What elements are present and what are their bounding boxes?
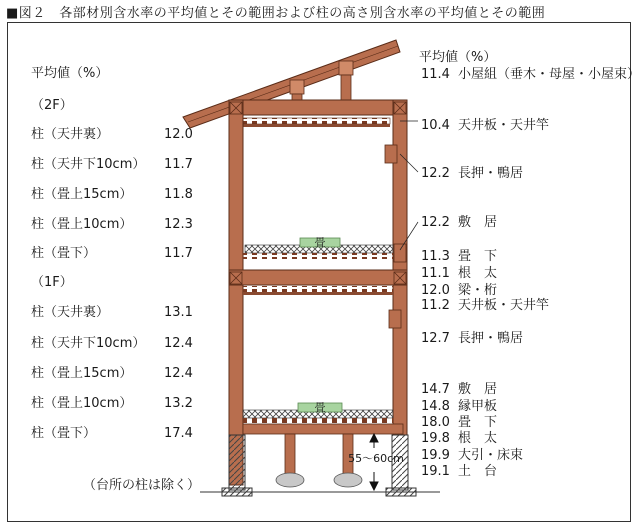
purlin xyxy=(339,61,353,75)
floor2-label-4: 柱（畳下） xyxy=(31,246,97,261)
right-label-6: 梁・桁 xyxy=(458,283,498,298)
right-value-6: 12.0 xyxy=(421,283,450,298)
joists-2f xyxy=(243,253,393,259)
right-label-5: 根 太 xyxy=(458,266,498,281)
sleeper-beam xyxy=(243,424,403,434)
tatami-1f-label: 畳 xyxy=(314,401,326,414)
right-label-7: 天井板・天井竿 xyxy=(458,298,550,313)
right-label-9: 敷 居 xyxy=(458,382,498,397)
left-header: 平均値（%） xyxy=(31,66,109,81)
floor2-value-4: 11.7 xyxy=(164,246,193,261)
purlin xyxy=(290,80,304,94)
right-value-2: 12.2 xyxy=(421,166,450,181)
floor1-label-4: 柱（畳下） xyxy=(31,426,97,441)
floor2-value-3: 12.3 xyxy=(164,217,193,232)
kitchen-note: （台所の柱は除く） xyxy=(83,478,201,493)
right-value-4: 11.3 xyxy=(421,249,450,264)
right-label-4: 畳 下 xyxy=(458,249,498,264)
ceiling-1f xyxy=(243,286,393,292)
floor2-label-3: 柱（畳上10cm） xyxy=(31,217,133,232)
floor2-value-1: 11.7 xyxy=(164,157,193,172)
foundation-stone xyxy=(334,473,362,487)
lintel-1f xyxy=(389,310,401,328)
floor1-label-0: 柱（天井裏） xyxy=(31,305,110,320)
roof-beam xyxy=(229,100,407,115)
right-value-8: 12.7 xyxy=(421,331,450,346)
mid-beam xyxy=(229,270,407,285)
floor1-label-1: 柱（天井下10cm） xyxy=(31,336,146,351)
floor2-value-2: 11.8 xyxy=(164,187,193,202)
floor1-label-2: 柱（畳上15cm） xyxy=(31,366,133,381)
right-label-1: 天井板・天井竿 xyxy=(458,118,550,133)
ceiling-board-2f xyxy=(240,124,390,127)
right-value-11: 18.0 xyxy=(421,415,450,430)
floor2-label: （2F） xyxy=(31,98,73,113)
floor2-label-0: 柱（天井裏） xyxy=(31,127,110,142)
ceiling-2f xyxy=(240,118,390,124)
figure-title: ■図２ 各部材別含水率の平均値とその範囲および柱の高さ別含水率の平均値とその範囲 xyxy=(6,6,546,21)
right-value-5: 11.1 xyxy=(421,266,450,281)
sill-2f xyxy=(394,244,406,262)
floor2-value-0: 12.0 xyxy=(164,127,193,142)
right-label-10: 縁甲板 xyxy=(458,399,498,414)
right-value-13: 19.9 xyxy=(421,448,450,463)
right-value-12: 19.8 xyxy=(421,431,450,446)
right-value-0: 11.4 xyxy=(421,67,450,82)
floor2-label-1: 柱（天井下10cm） xyxy=(31,157,146,172)
right-label-14: 土 台 xyxy=(458,464,498,479)
ceiling-board-1f xyxy=(243,292,393,295)
floor1-value-4: 17.4 xyxy=(164,426,193,441)
floor2-label-2: 柱（畳上15cm） xyxy=(31,187,133,202)
lintel-2f xyxy=(385,145,397,163)
right-value-10: 14.8 xyxy=(421,399,450,414)
joists-1f xyxy=(243,418,393,424)
tatami-2f-label: 畳 xyxy=(314,236,326,249)
right-label-12: 根 太 xyxy=(458,431,498,446)
height-label: 55～60cm xyxy=(348,452,404,465)
right-label-0: 小屋組（垂木・母屋・小屋束） xyxy=(458,67,640,82)
post-left xyxy=(229,100,243,485)
foundation-left xyxy=(229,435,245,490)
right-value-3: 12.2 xyxy=(421,215,450,230)
floor1-label-3: 柱（畳上10cm） xyxy=(31,396,133,411)
right-value-7: 11.2 xyxy=(421,298,450,313)
right-header: 平均値（%） xyxy=(419,50,497,65)
right-label-2: 長押・鴨居 xyxy=(458,166,524,181)
floor1-value-3: 13.2 xyxy=(164,396,193,411)
floor-post xyxy=(285,434,295,474)
floor1-value-0: 13.1 xyxy=(164,305,193,320)
right-value-1: 10.4 xyxy=(421,118,450,133)
floor1-value-1: 12.4 xyxy=(164,336,193,351)
right-label-8: 長押・鴨居 xyxy=(458,331,524,346)
right-label-11: 畳 下 xyxy=(458,415,498,430)
floor1-label: （1F） xyxy=(31,275,73,290)
right-value-14: 19.1 xyxy=(421,464,450,479)
floor1-value-2: 12.4 xyxy=(164,366,193,381)
right-value-9: 14.7 xyxy=(421,382,450,397)
foundation-stone xyxy=(276,473,304,487)
right-label-3: 敷 居 xyxy=(458,215,498,230)
right-label-13: 大引・床束 xyxy=(458,448,524,463)
